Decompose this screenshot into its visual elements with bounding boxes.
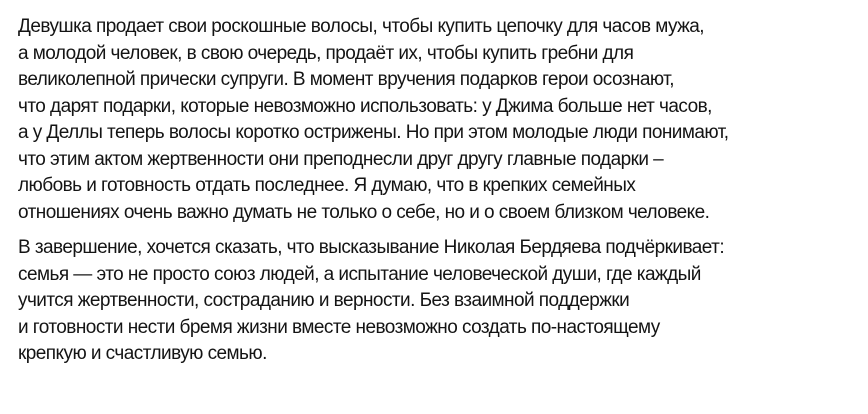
- document-body: [18, 14, 858, 368]
- text-line: Девушка продает свои роскошные волосы, чтобы купить цепочку для часов мужа,: [18, 16, 705, 37]
- text-line: любовь и готовность отдать последнее. Я думаю, что в крепких семейных: [18, 175, 636, 196]
- text-line: семья — это не просто союз людей, а испытание человеческой души, где каждый: [18, 263, 701, 285]
- text-line: великолепной прически супруги. В момент вручения подарков герои осознают,: [18, 69, 674, 90]
- text-line: что этим актом жертвенности они преподнесли друг другу главные подарки –: [18, 148, 664, 170]
- text-line: и готовности нести бремя жизни вместе невозможно создать по-настоящему: [18, 316, 660, 338]
- text-line: а молодой человек, в свою очередь, продаёт их, чтобы купить гребни для: [18, 42, 634, 64]
- text-line: а у Деллы теперь волосы коротко острижены. Но при этом молодые люди понимают,: [18, 122, 729, 143]
- text-line: что дарят подарки, которые невозможно использовать: у Джима больше нет часов,: [18, 95, 712, 117]
- paragraph-2: [18, 235, 858, 368]
- paragraph-1: [18, 14, 858, 226]
- text-line: В завершение, хочется сказать, что высказывание Николая Бердяева подчёркивает:: [18, 237, 725, 258]
- text-line: отношениях очень важно думать не только о себе, но и о своем близком человеке.: [18, 201, 710, 223]
- text-line: учится жертвенности, состраданию и верности. Без взаимной поддержки: [18, 290, 630, 311]
- text-line: крепкую и счастливую семью.: [18, 343, 267, 364]
